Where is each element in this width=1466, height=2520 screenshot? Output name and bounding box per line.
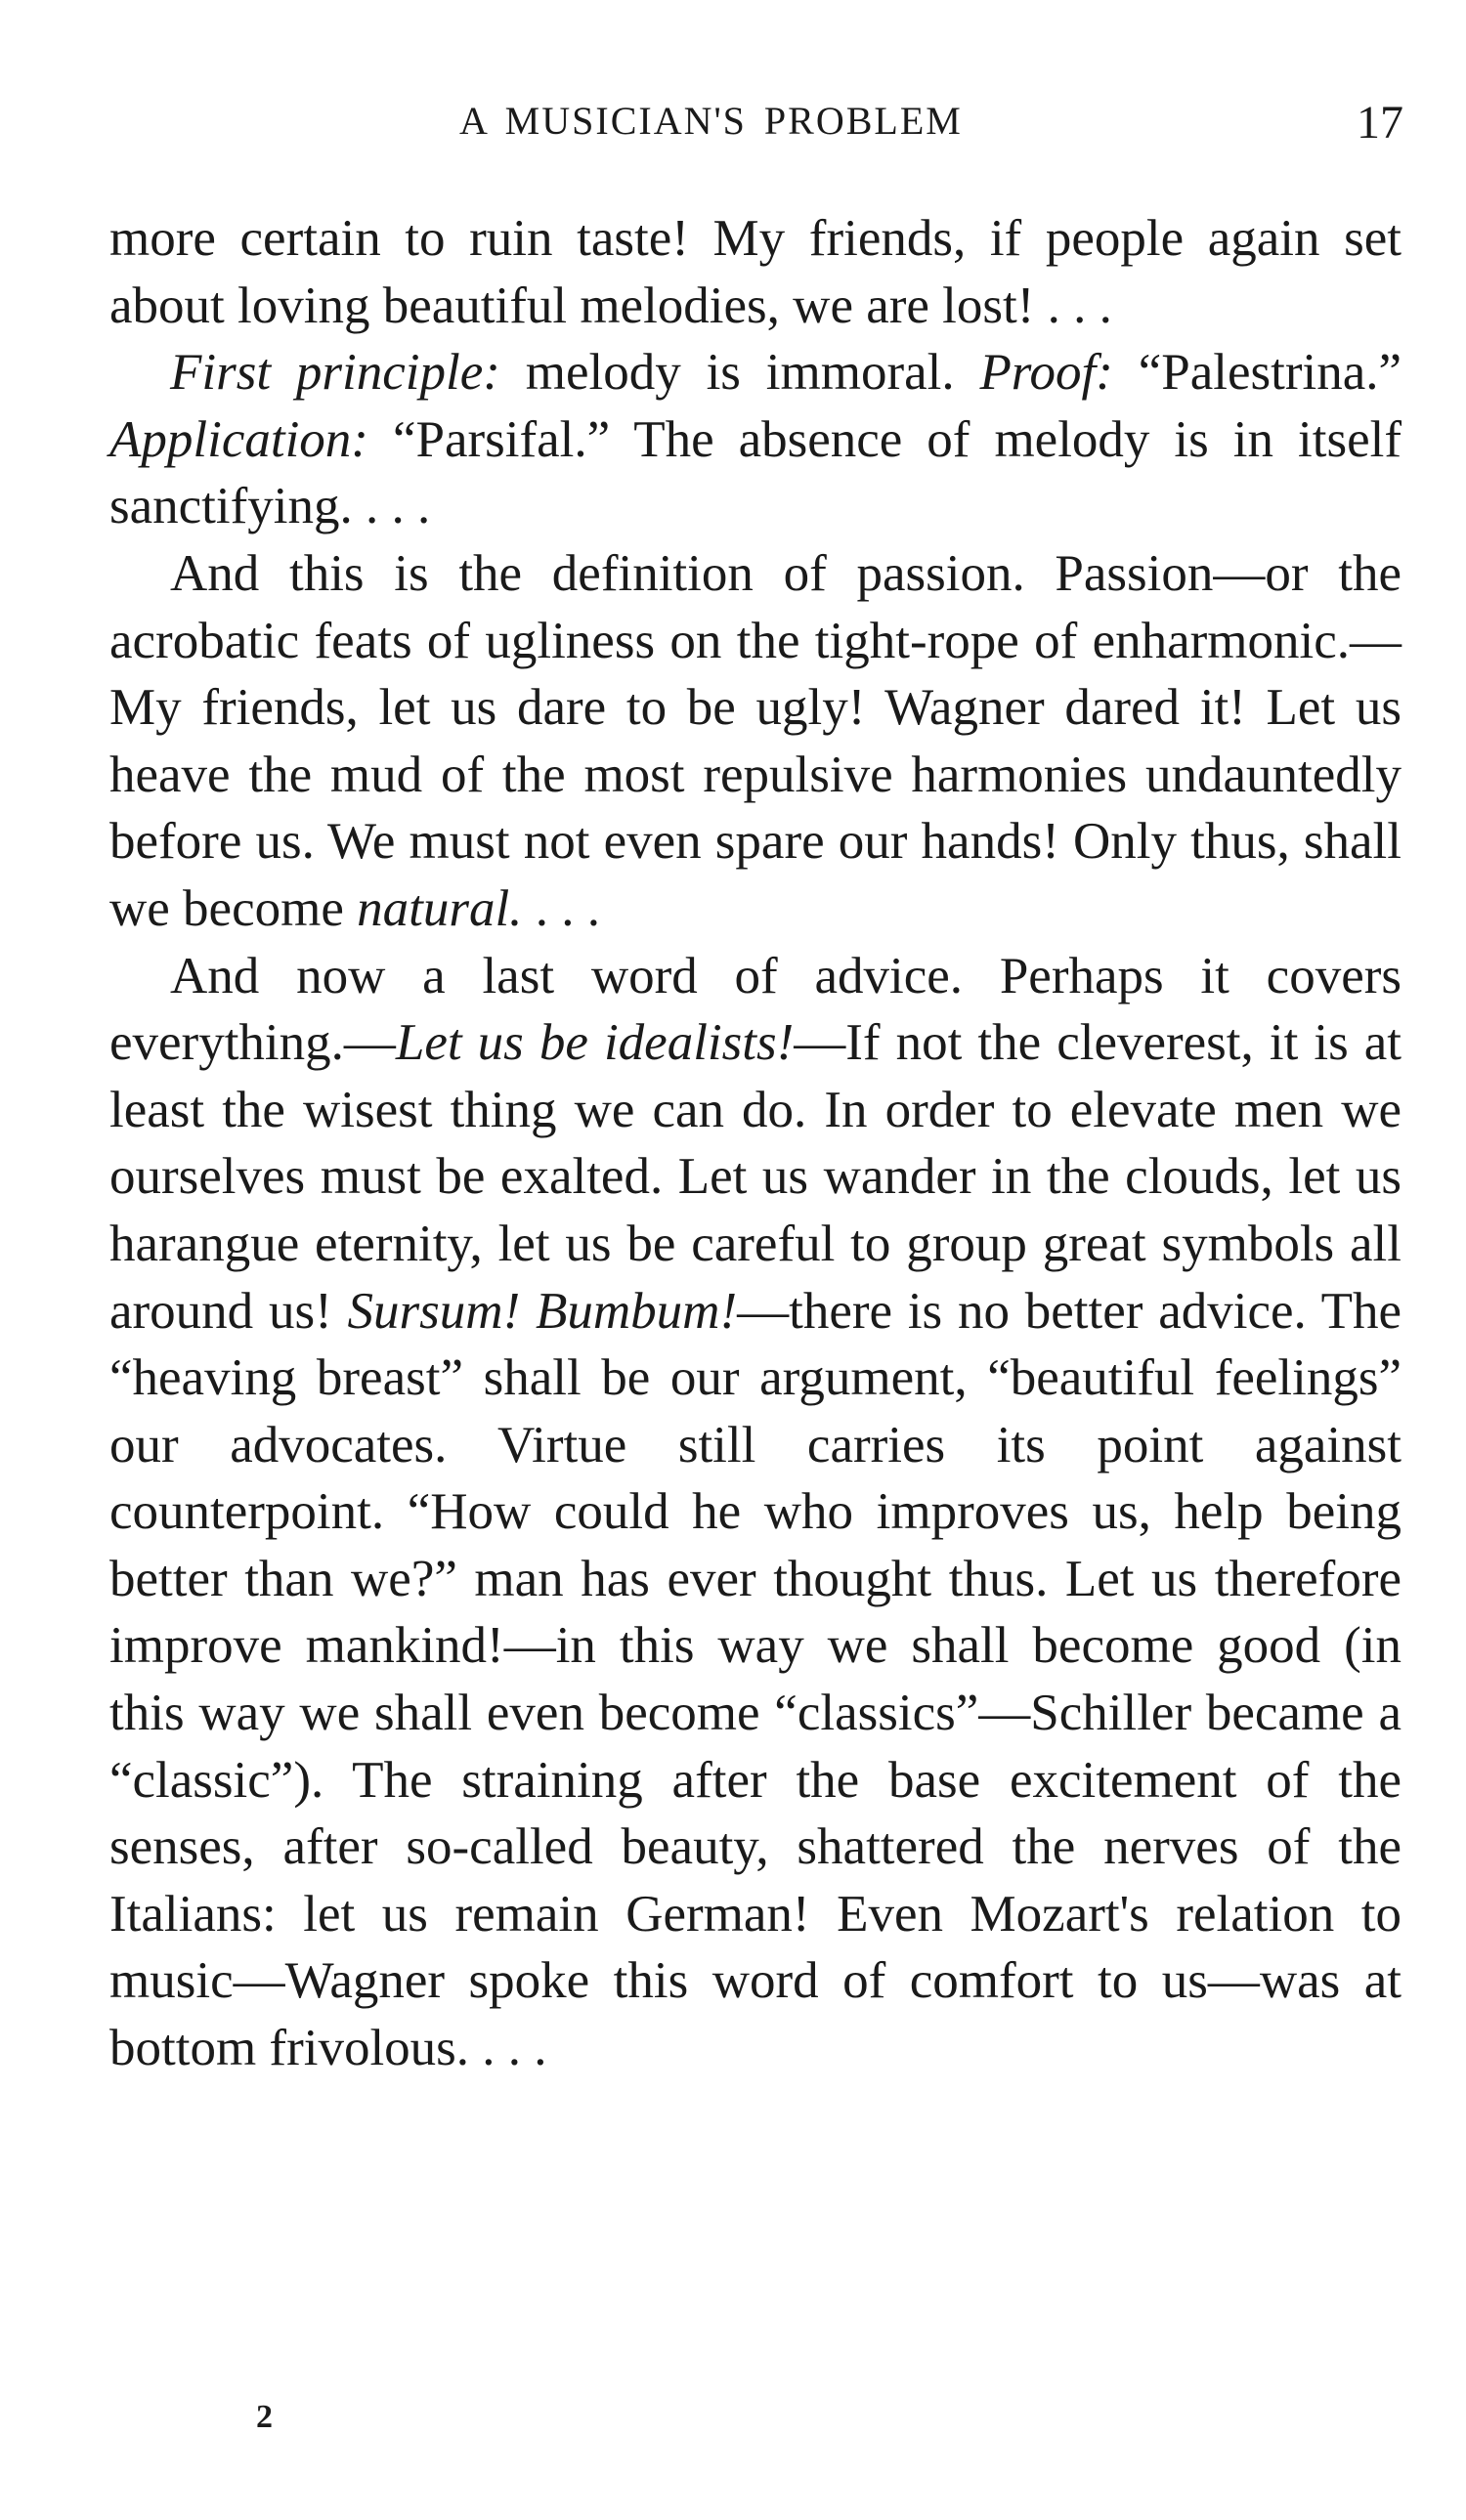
paragraph-text: “Palestrina.” (1112, 344, 1401, 402)
paragraph (109, 540, 1401, 943)
italic-label: Application: (109, 410, 368, 468)
italic-emphasis: Let us be idealists! (395, 1014, 795, 1072)
paragraph-text: —there is no better advice. The “heaving breast” shall be our argument, “beautiful feelings” our advocates. Virtue still carries its point against counterpoint. “How could he who improves us, help being better than we?” man has ever thought thus. Let us therefore improve mankind!—in this way we shall become good (in this way we shall even become “classics”—Schiller became a “classic”). The straining after the base excitement of the senses, after so-called beauty, shattered the nerves of the Italians: let us remain German! Even Mozart's relation to music—Wagner spoke this word of comfort to us—was at bottom frivolous. . . . (109, 1282, 1401, 2077)
italic-emphasis: Sursum! Bumbum! (347, 1282, 738, 1340)
paragraph-text: “Parsifal.” The absence of melody is in itself sanctifying. . . . (109, 410, 1401, 535)
body-text (109, 205, 1401, 2082)
running-title: A MUSICIAN'S PROBLEM (459, 99, 963, 143)
italic-emphasis: natural. (357, 879, 523, 937)
paragraph-text: . . . (522, 879, 600, 937)
italic-label: Proof: (979, 344, 1113, 402)
signature-mark: 2 (256, 2399, 273, 2435)
paragraph-text: And this is the definition of passion. Passion—or the acrobatic feats of ugliness on the tight-rope of enharmonic.—My friends, let us dare to be ugly! Wagner dared it! Let us heave the mud of the most repulsive harmonies undauntedly before us. We must not even spare our hands! Only thus, shall we become (109, 544, 1401, 937)
paragraph-text: And now a last word of advice. Perhaps it covers everything.— (109, 947, 1401, 1072)
paragraph (109, 339, 1401, 540)
paragraph-text: more certain to ruin taste! My friends, if people again set about loving beautiful melodies, we are lost! . . . (109, 210, 1401, 334)
page-number: 17 (1357, 97, 1403, 149)
running-head (0, 98, 1466, 156)
paragraph-text: melody is immoral. (499, 344, 980, 402)
paragraph (109, 205, 1401, 339)
italic-label: First principle: (170, 344, 500, 402)
paragraph-text: —If not the cleverest, it is at least the wisest thing we can do. In order to elevate men we ourselves must be exalted. Let us wander in the clouds, let us harangue eternity, let us be careful to group great symbols all around us! (109, 1014, 1401, 1340)
paragraph (109, 943, 1401, 2082)
